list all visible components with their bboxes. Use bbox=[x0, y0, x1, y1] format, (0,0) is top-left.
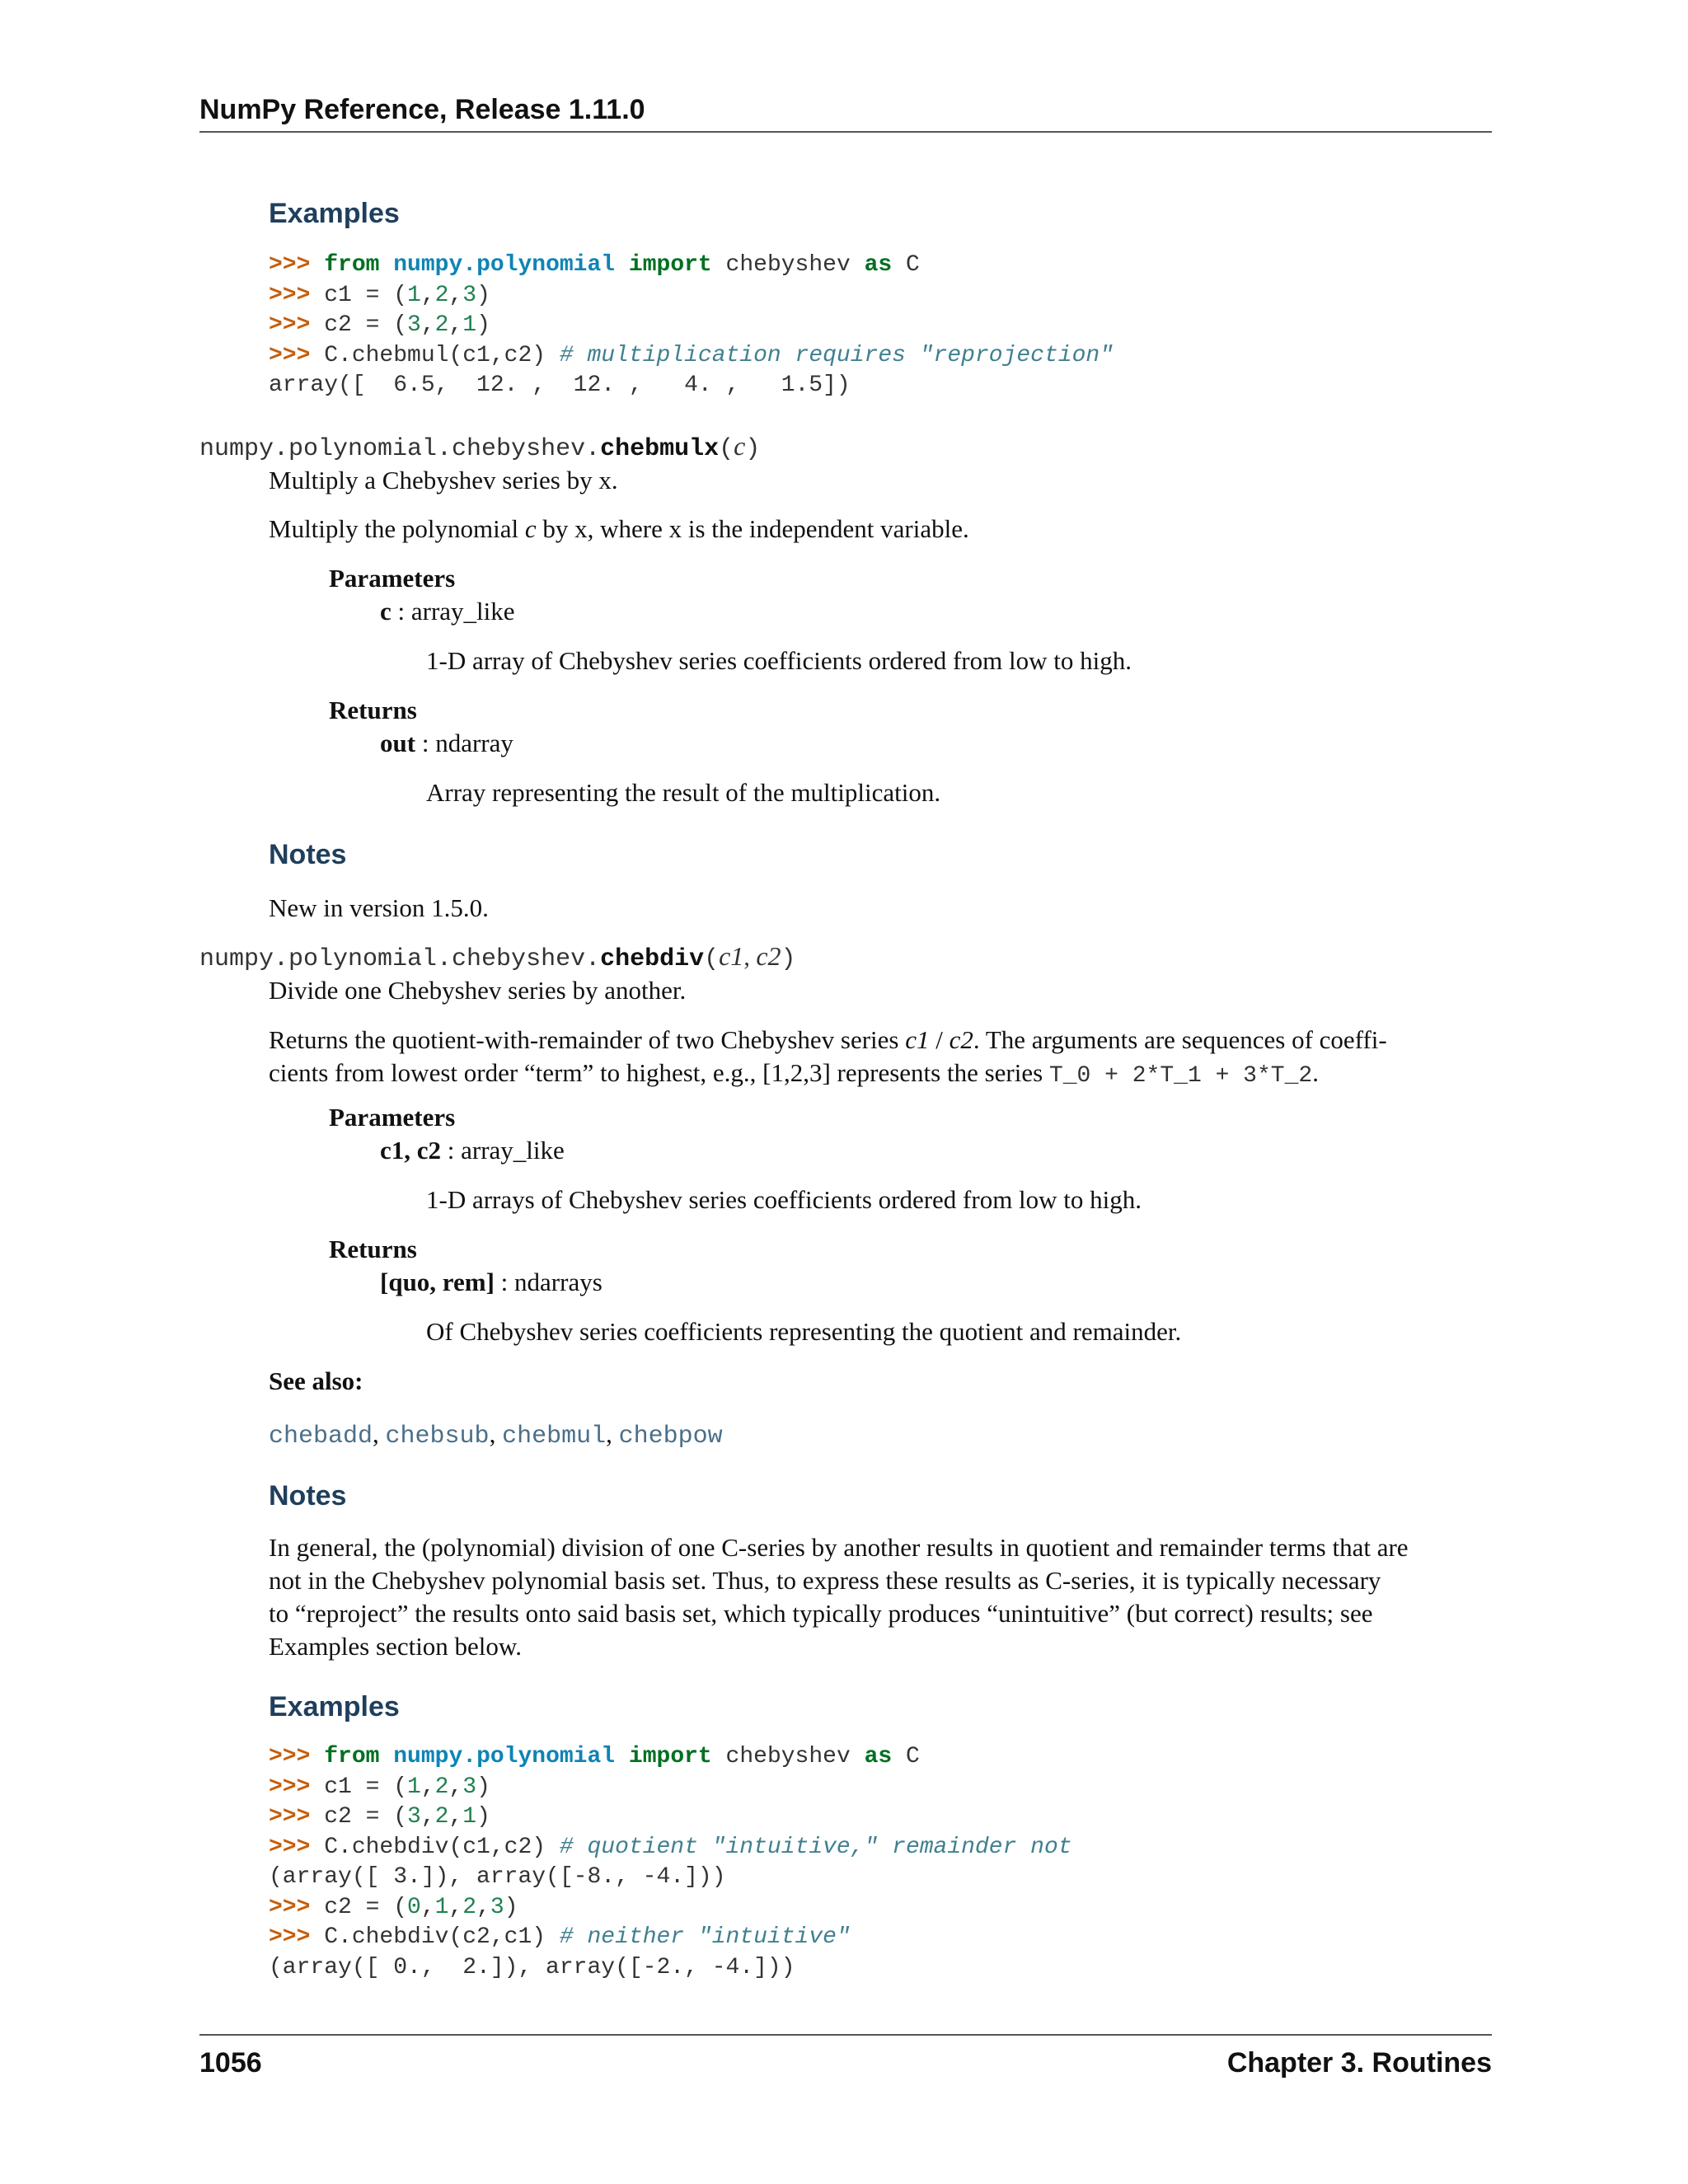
code-token: 1 bbox=[407, 1774, 421, 1800]
code-token bbox=[615, 1744, 629, 1769]
code-token: 1 bbox=[462, 312, 477, 338]
page-footer bbox=[199, 2034, 1492, 2079]
chebmulx-summary: Multiply a Chebyshev series by x. bbox=[269, 466, 618, 494]
code-token: 3 bbox=[407, 1804, 421, 1830]
code-token: chebyshev bbox=[711, 252, 865, 278]
code-line bbox=[269, 1953, 1072, 1984]
code-token: import bbox=[628, 252, 712, 278]
code-token: C.chebdiv(c2,c1) bbox=[324, 1924, 560, 1950]
code-line bbox=[269, 251, 1114, 281]
code-token: c2 = ( bbox=[324, 1804, 408, 1830]
code-token: , bbox=[448, 1774, 463, 1800]
see-also-title: See also: bbox=[269, 1366, 363, 1395]
code-token: C.chebdiv(c1,c2) bbox=[324, 1834, 560, 1860]
code-token: , bbox=[448, 312, 463, 338]
see-also-links: chebadd, chebsub, chebmul, chebpow bbox=[269, 1419, 723, 1451]
signature-chebmulx: numpy.polynomial.chebyshev.chebmulx(c) bbox=[199, 431, 761, 463]
code-token: C.chebmul(c1,c2) bbox=[324, 342, 560, 368]
code-token: 1 bbox=[462, 1804, 477, 1830]
code-token: numpy.polynomial bbox=[393, 1744, 616, 1769]
code-token: 0 bbox=[407, 1894, 421, 1920]
link-chebmul[interactable]: chebmul bbox=[502, 1422, 607, 1451]
code-token: 1 bbox=[407, 282, 421, 308]
code-token: array([ 6.5, 12. , 12. , 4. , 1.5]) bbox=[269, 373, 851, 398]
code-token: # quotient "intuitive," remainder not bbox=[559, 1834, 1072, 1860]
code-token: 2 bbox=[434, 312, 449, 338]
examples-heading-1: Examples bbox=[269, 198, 400, 229]
code-token: >>> bbox=[269, 282, 325, 308]
code-line bbox=[269, 1802, 1072, 1833]
code-token: 2 bbox=[434, 1804, 449, 1830]
code-token: from bbox=[324, 1744, 380, 1769]
examples-heading-2: Examples bbox=[269, 1691, 400, 1722]
code-line bbox=[269, 341, 1114, 372]
code-token: >>> bbox=[269, 1834, 325, 1860]
code-token: , bbox=[448, 1804, 463, 1830]
link-chebpow[interactable]: chebpow bbox=[618, 1422, 723, 1451]
code-token: numpy.polynomial bbox=[393, 252, 616, 278]
code-token: >>> bbox=[269, 1894, 325, 1920]
code-token: 1 bbox=[434, 1894, 449, 1920]
inline-code: T_0 + 2*T_1 + 3*T_2 bbox=[1048, 1063, 1313, 1089]
chebmulx-return: out : ndarray bbox=[380, 729, 513, 757]
code-token: >>> bbox=[269, 1744, 325, 1769]
code-token: c1 = ( bbox=[324, 1774, 408, 1800]
code-token: ) bbox=[476, 1774, 490, 1800]
chebmulx-notes-text: New in version 1.5.0. bbox=[269, 893, 489, 922]
chebdiv-notes-text: In general, the (polynomial) division of one C-series by another results in quotient and remainder terms that are not in the Chebyshev polynomial basis set. Thus, to express these results as C-series, it is typically necessary to “reproject” the results onto said basis set, which typically produces “unintuitive” (but correct) results; see Examples section below. bbox=[269, 1533, 1409, 1661]
running-title: NumPy Reference, Release 1.11.0 bbox=[199, 94, 645, 125]
code-block-2 bbox=[269, 1742, 1072, 1983]
code-token: ) bbox=[504, 1894, 518, 1920]
code-token bbox=[379, 252, 393, 278]
code-token: C bbox=[892, 1744, 920, 1769]
code-token: , bbox=[448, 1894, 463, 1920]
func-name: chebdiv bbox=[600, 945, 705, 973]
code-token: 3 bbox=[462, 1774, 477, 1800]
code-line bbox=[269, 281, 1114, 312]
code-token: >>> bbox=[269, 342, 325, 368]
code-token: , bbox=[420, 1774, 435, 1800]
chebdiv-param-desc: 1-D arrays of Chebyshev series coefficients ordered from low to high. bbox=[426, 1185, 1142, 1214]
code-line bbox=[269, 1863, 1072, 1893]
code-token: ) bbox=[476, 1804, 490, 1830]
code-token: 3 bbox=[407, 312, 421, 338]
code-token: , bbox=[448, 282, 463, 308]
code-token: >>> bbox=[269, 1804, 325, 1830]
code-token: >>> bbox=[269, 312, 325, 338]
signature-chebdiv: numpy.polynomial.chebyshev.chebdiv(c1, c2) bbox=[199, 941, 796, 973]
code-token: 2 bbox=[434, 282, 449, 308]
chebdiv-return: [quo, rem] : ndarrays bbox=[380, 1268, 603, 1296]
code-token: ) bbox=[476, 312, 490, 338]
code-token: import bbox=[628, 1744, 712, 1769]
code-token: # neither "intuitive" bbox=[559, 1924, 851, 1950]
code-token: >>> bbox=[269, 1774, 325, 1800]
code-token bbox=[615, 252, 629, 278]
code-token: # multiplication requires "reprojection" bbox=[559, 342, 1114, 368]
code-token bbox=[379, 1744, 393, 1769]
code-token: chebyshev bbox=[711, 1744, 865, 1769]
page-number: 1056 bbox=[199, 2047, 262, 2079]
code-token: (array([ 3.]), array([-8., -4.])) bbox=[269, 1864, 726, 1890]
chebdiv-params-title: Parameters bbox=[329, 1103, 456, 1132]
chebmulx-description: Multiply the polynomial c by x, where x is the independent variable. bbox=[269, 514, 969, 543]
chebmulx-notes-heading: Notes bbox=[269, 839, 347, 870]
code-line bbox=[269, 311, 1114, 341]
code-token: as bbox=[864, 252, 893, 278]
chebdiv-summary: Divide one Chebyshev series by another. bbox=[269, 976, 687, 1005]
chebmulx-param: c : array_like bbox=[380, 597, 515, 626]
code-token: 3 bbox=[462, 282, 477, 308]
code-token: c1 = ( bbox=[324, 282, 408, 308]
code-token: , bbox=[420, 1804, 435, 1830]
code-token: 3 bbox=[490, 1894, 504, 1920]
code-token: as bbox=[864, 1744, 893, 1769]
code-line bbox=[269, 1893, 1072, 1924]
code-block-1 bbox=[269, 251, 1114, 401]
code-token: c2 = ( bbox=[324, 1894, 408, 1920]
code-token: 2 bbox=[434, 1774, 449, 1800]
code-token: (array([ 0., 2.]), array([-2., -4.])) bbox=[269, 1954, 795, 1980]
code-line bbox=[269, 1742, 1072, 1773]
code-token: 2 bbox=[462, 1894, 477, 1920]
link-chebadd[interactable]: chebadd bbox=[269, 1422, 373, 1451]
code-line bbox=[269, 1773, 1072, 1803]
link-chebsub[interactable]: chebsub bbox=[385, 1422, 490, 1451]
chebdiv-description: Returns the quotient-with-remainder of two Chebyshev series c1 / c2. The arguments are sequences of coeffi- cients from lowest order “term” to highest, e.g., [1,2,3] represents the series T_0 + 2*T_1 + 3*T_2. bbox=[269, 1025, 1387, 1089]
chebdiv-returns-title: Returns bbox=[329, 1235, 417, 1263]
code-token: ) bbox=[476, 282, 490, 308]
code-token: >>> bbox=[269, 252, 325, 278]
chebdiv-notes-heading: Notes bbox=[269, 1480, 347, 1511]
code-line bbox=[269, 371, 1114, 401]
code-token: , bbox=[476, 1894, 490, 1920]
code-line bbox=[269, 1923, 1072, 1953]
code-token: , bbox=[420, 1894, 435, 1920]
chebmulx-returns-title: Returns bbox=[329, 696, 417, 724]
chebmulx-return-desc: Array representing the result of the multiplication. bbox=[426, 778, 941, 807]
chebdiv-param: c1, c2 : array_like bbox=[380, 1136, 565, 1165]
code-token: from bbox=[324, 252, 380, 278]
chapter-title: Chapter 3. Routines bbox=[1226, 2047, 1492, 2079]
code-token: >>> bbox=[269, 1924, 325, 1950]
code-token: C bbox=[892, 252, 920, 278]
code-token: , bbox=[420, 282, 435, 308]
code-token: c2 = ( bbox=[324, 312, 408, 338]
chebmulx-param-desc: 1-D array of Chebyshev series coefficients ordered from low to high. bbox=[426, 646, 1132, 675]
chebdiv-return-desc: Of Chebyshev series coefficients representing the quotient and remainder. bbox=[426, 1317, 1182, 1346]
func-name: chebmulx bbox=[600, 435, 720, 463]
code-line bbox=[269, 1833, 1072, 1863]
code-token: , bbox=[420, 312, 435, 338]
page-header bbox=[199, 94, 1492, 133]
chebmulx-params-title: Parameters bbox=[329, 564, 456, 593]
